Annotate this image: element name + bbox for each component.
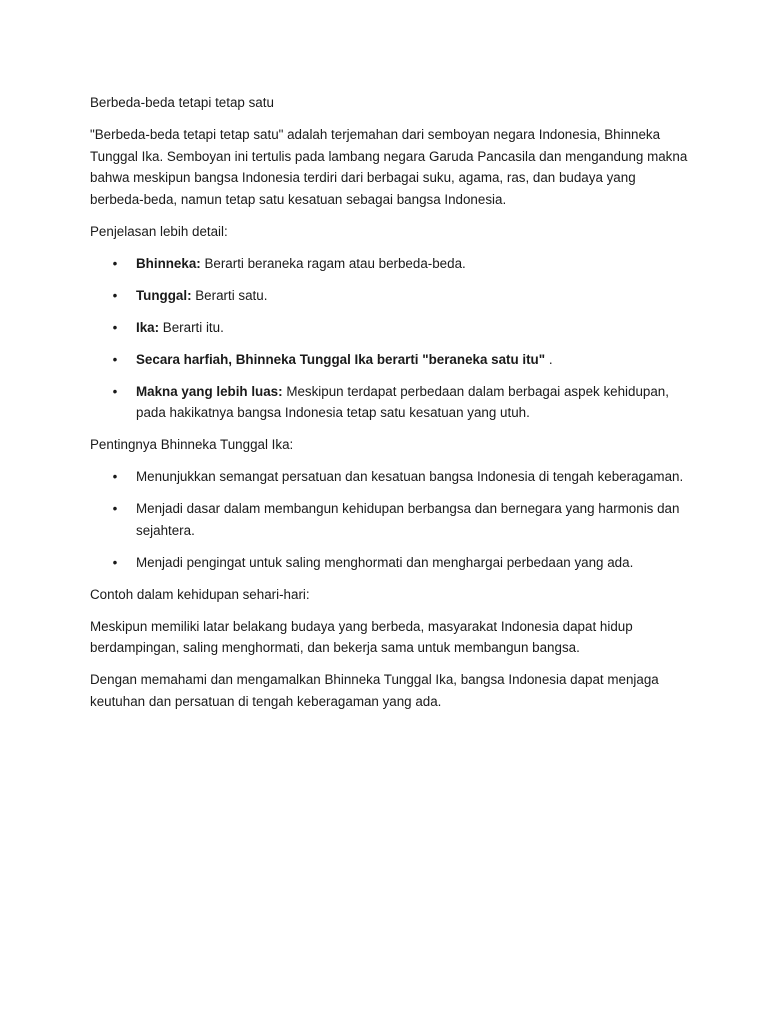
detail-heading: Penjelasan lebih detail: [90, 223, 228, 239]
importance-item [90, 552, 690, 574]
closing-paragraph: Dengan memahami dan mengamalkan Bhinneka Tunggal Ika, bangsa Indonesia dapat menjaga keutuhan dan persatuan di tengah keberagaman yang ada. [90, 672, 659, 709]
importance-text: Menunjukkan semangat persatuan dan kesatuan bangsa Indonesia di tengah keberagaman. [136, 469, 684, 485]
bullet-icon: • [112, 554, 118, 570]
detail-term: Bhinneka: [136, 255, 201, 271]
detail-term: Tunggal: [136, 287, 192, 303]
detail-item-ika [90, 317, 690, 339]
detail-text: Meskipun terdapat perbedaan dalam berbagai aspek kehidupan, pada hakikatnya bangsa Indonesia tetap satu kesatuan yang utuh. [136, 383, 669, 421]
example-heading: Contoh dalam kehidupan sehari-hari: [90, 586, 310, 602]
importance-text: Menjadi dasar dalam membangun kehidupan berbangsa dan bernegara yang harmonis dan sejahtera. [136, 501, 680, 538]
detail-text: . [545, 351, 553, 367]
bullet-icon: • [112, 351, 118, 367]
bullet-icon: • [112, 319, 118, 335]
detail-term: Ika: [136, 319, 160, 335]
detail-item-bhinneka [90, 253, 690, 275]
detail-text: Berarti beraneka ragam atau berbeda-beda. [200, 255, 466, 271]
bullet-icon: • [112, 383, 118, 399]
detail-term: Secara harfiah, Bhinneka Tunggal Ika berarti "beraneka satu itu" [136, 351, 546, 367]
detail-text: Berarti itu. [159, 319, 224, 335]
detail-text: Berarti satu. [191, 287, 268, 303]
example-paragraph: Meskipun memiliki latar belakang budaya yang berbeda, masyarakat Indonesia dapat hidup berdampingan, saling menghormati, dan bekerja sama untuk membangun bangsa. [90, 618, 633, 656]
bullet-icon: • [112, 469, 118, 485]
bullet-icon: • [112, 501, 118, 517]
bullet-icon: • [112, 255, 118, 271]
detail-item-tunggal [90, 285, 690, 307]
document-title: Berbeda-beda tetapi tetap satu [90, 95, 274, 110]
importance-item [90, 498, 690, 541]
importance-list [90, 466, 690, 573]
document-page [90, 92, 690, 723]
detail-list [90, 253, 690, 424]
importance-heading: Pentingnya Bhinneka Tunggal Ika: [90, 437, 294, 453]
bullet-icon: • [112, 287, 118, 303]
intro-paragraph: "Berbeda-beda tetapi tetap satu" adalah terjemahan dari semboyan negara Indonesia, Bhinneka Tunggal Ika. Semboyan ini tertulis pada lambang negara Garuda Pancasila dan mengandung makna bahwa meskipun bangsa Indonesia terdiri dari berbagai suku, agama, ras, dan budaya yang berbeda-beda, namun tetap satu kesatuan sebagai bangsa Indonesia. [90, 126, 688, 207]
importance-item [90, 466, 690, 488]
detail-term: Makna yang lebih luas: [136, 383, 283, 399]
importance-text: Menjadi pengingat untuk saling menghormati dan menghargai perbedaan yang ada. [136, 554, 634, 570]
detail-item-makna [90, 381, 690, 424]
detail-item-harfiah [90, 349, 690, 371]
